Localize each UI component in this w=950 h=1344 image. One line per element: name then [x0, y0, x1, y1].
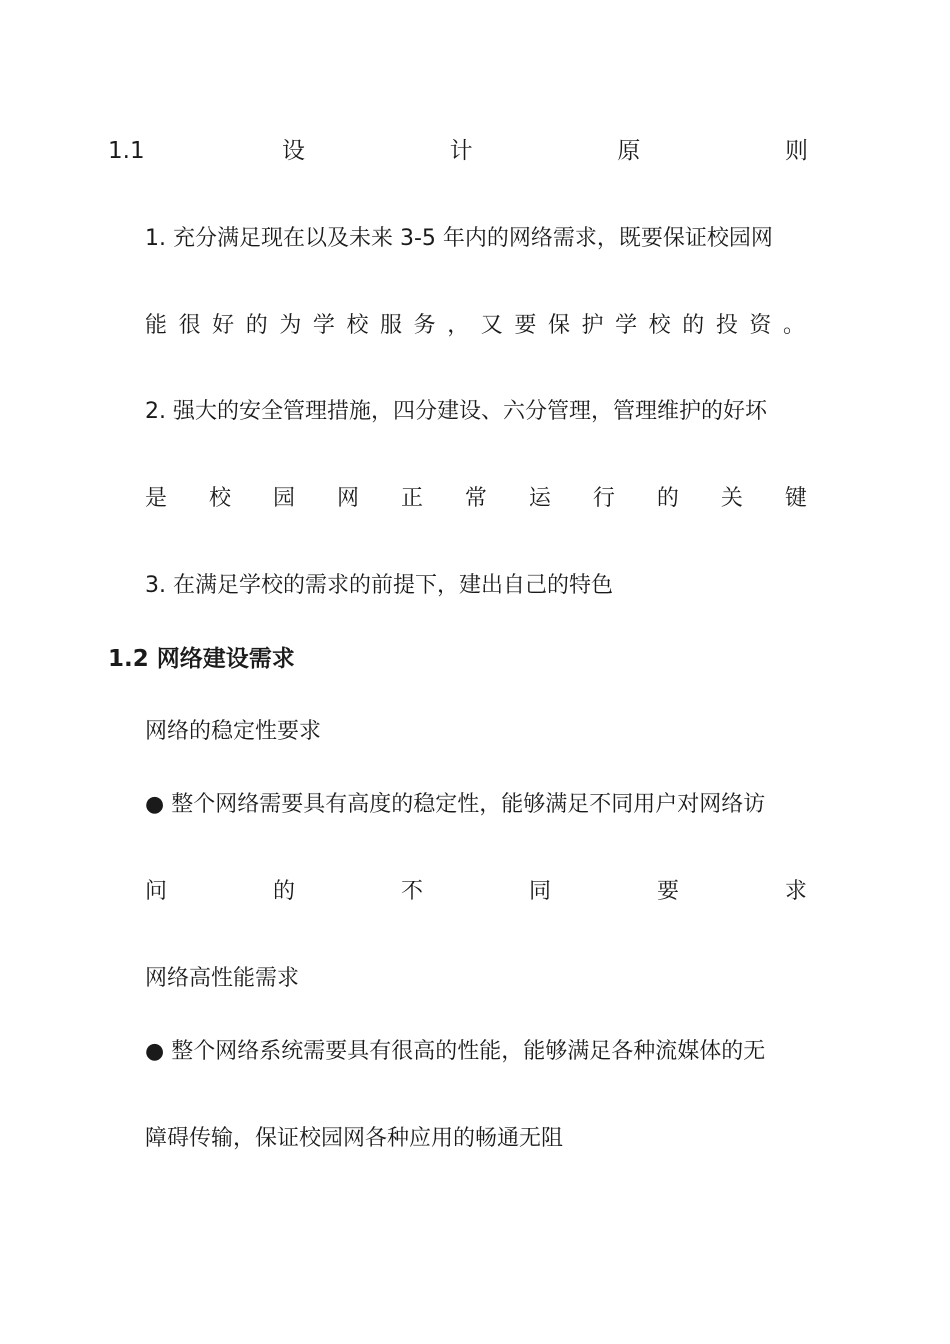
justified-char: 常	[464, 486, 487, 511]
justified-char: 好	[212, 313, 235, 338]
justified-char: 不	[400, 879, 423, 904]
justified-char: 问	[145, 879, 168, 904]
justified-char: 又	[480, 313, 503, 338]
justified-char: 要	[514, 313, 537, 338]
justified-char: 园	[272, 486, 295, 511]
bullet-1-line-2	[145, 877, 807, 907]
justified-char: 很	[178, 313, 201, 338]
section-1-1-number: 1.1	[108, 138, 145, 164]
justified-char: 求	[784, 879, 807, 904]
justified-char: 的	[245, 313, 268, 338]
item-1-line-2	[145, 311, 805, 341]
justified-char: 学	[615, 313, 638, 338]
justified-char: 运	[528, 486, 551, 511]
justified-char: 校	[648, 313, 671, 338]
title-char: 计	[449, 138, 473, 164]
justified-char: 是	[145, 486, 168, 511]
justified-char: 要	[656, 879, 679, 904]
justified-char: 护	[581, 313, 604, 338]
justified-char: 能	[145, 313, 168, 338]
justified-char: 的	[682, 313, 705, 338]
item-1-line-1: 1. 充分满足现在以及未来 3-5 年内的网络需求，既要保证校园网	[145, 226, 773, 251]
justified-char: 保	[547, 313, 570, 338]
justified-char: 务	[413, 313, 436, 338]
item-2-line-2	[145, 484, 807, 514]
section-1-1-title	[282, 136, 808, 166]
subheading-performance: 网络高性能需求	[145, 966, 300, 991]
item-2-line-1: 2. 强大的安全管理措施，四分建设、六分管理，管理维护的好坏	[145, 399, 767, 424]
item-3-line-1: 3. 在满足学校的需求的前提下，建出自己的特色	[145, 573, 613, 598]
justified-char: 的	[656, 486, 679, 511]
justified-char: 行	[592, 486, 615, 511]
justified-char: 同	[528, 879, 551, 904]
bullet-2-line-1: ● 整个网络系统需要具有很高的性能，能够满足各种流媒体的无	[145, 1039, 766, 1064]
justified-char: 键	[784, 486, 807, 511]
bullet-2-line-2: 障碍传输，保证校园网各种应用的畅通无阻	[145, 1126, 564, 1151]
justified-char: 关	[720, 486, 743, 511]
justified-char: 校	[208, 486, 231, 511]
bullet-1-line-1: ● 整个网络需要具有高度的稳定性，能够满足不同用户对网络访	[145, 792, 766, 817]
justified-char: 学	[312, 313, 335, 338]
justified-char: 为	[279, 313, 302, 338]
section-1-2-title: 网络建设需求	[156, 646, 295, 672]
section-1-2-number: 1.2	[108, 646, 149, 672]
title-char: 则	[784, 138, 808, 164]
justified-char: 正	[400, 486, 423, 511]
justified-char: ，	[447, 313, 470, 338]
justified-char: 服	[380, 313, 403, 338]
justified-char: 的	[272, 879, 295, 904]
justified-char: 资	[749, 313, 772, 338]
justified-char: 校	[346, 313, 369, 338]
justified-char: 投	[715, 313, 738, 338]
title-char: 原	[617, 138, 641, 164]
justified-char: 。	[782, 313, 805, 338]
justified-char: 网	[336, 486, 359, 511]
subheading-stability: 网络的稳定性要求	[145, 719, 322, 744]
title-char: 设	[282, 138, 305, 164]
section-1-2-heading	[108, 644, 295, 674]
